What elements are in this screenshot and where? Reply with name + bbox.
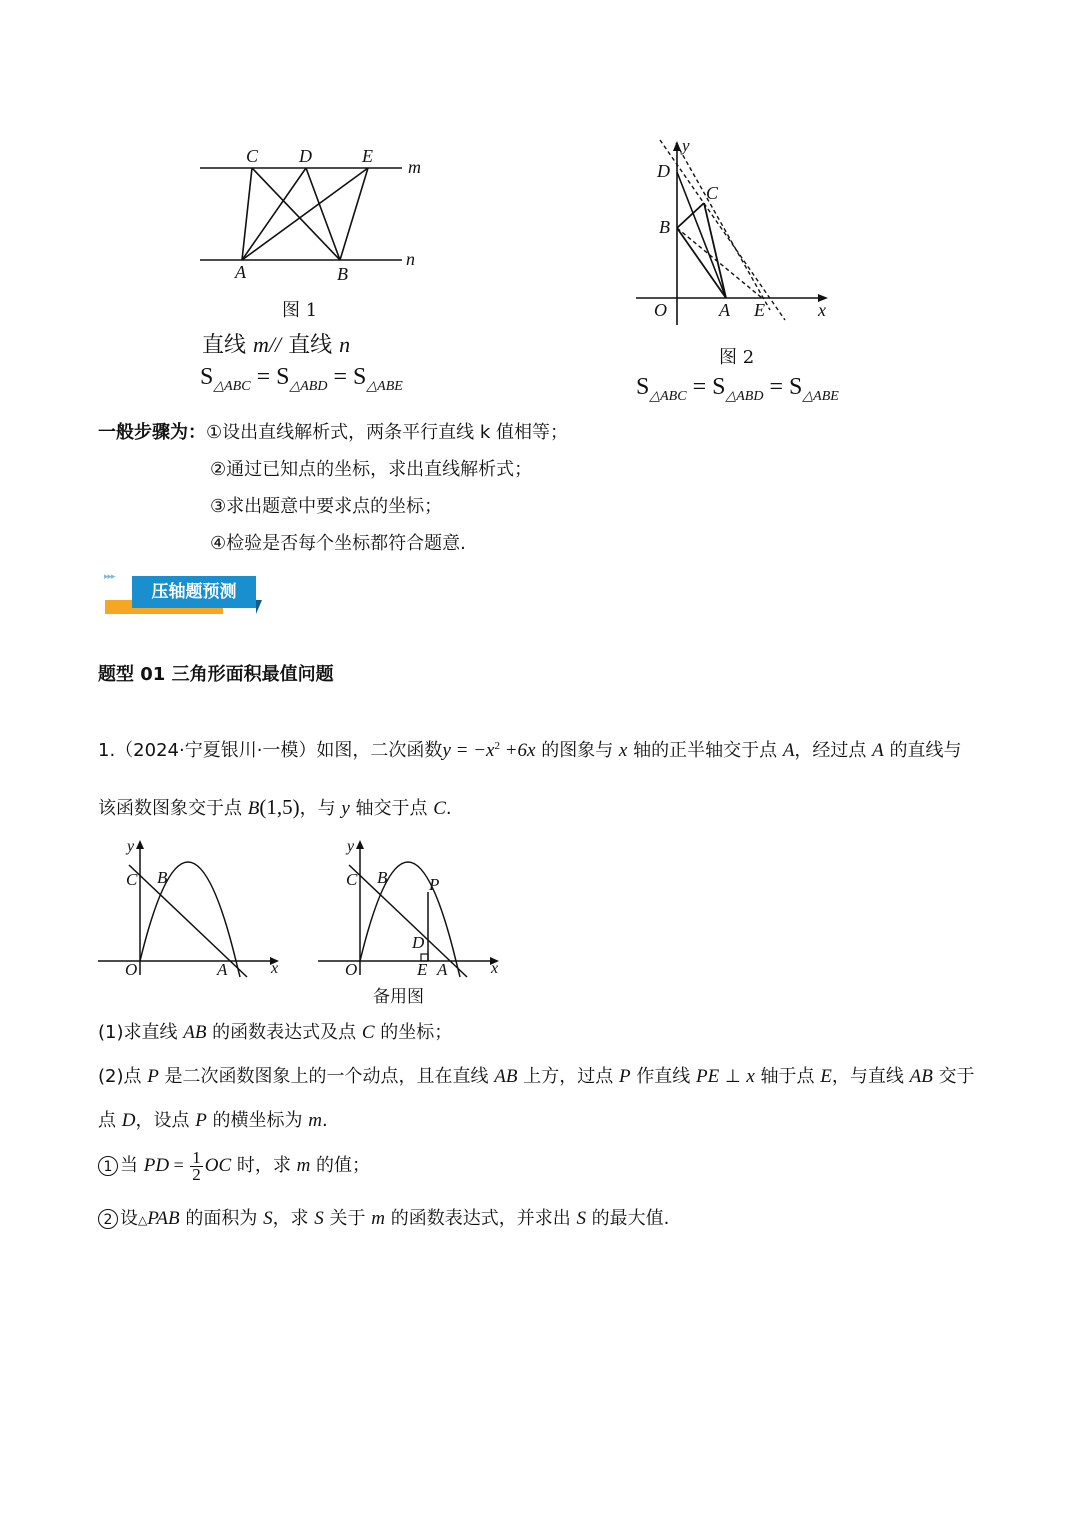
steps-heading: 一般步骤为：	[98, 422, 206, 443]
label-a: A	[217, 960, 228, 979]
parallel-m: m	[253, 332, 269, 357]
figure-1-area-formula: $S_{\triangle ABC} = S_{\triangle ABD} = S_{\triangle ABE}$	[200, 364, 403, 394]
label-c: C	[246, 146, 259, 166]
label-n: n	[406, 249, 415, 269]
parallel-text-1: 直线	[202, 333, 247, 358]
label-o: O	[345, 960, 358, 979]
section-banner	[100, 570, 262, 618]
label-d: D	[657, 161, 670, 181]
figure-2-caption: 图 2	[719, 347, 755, 368]
label-c: C	[706, 183, 719, 203]
label-e: E	[754, 300, 765, 320]
label-e: E	[362, 146, 373, 166]
label-x: x	[818, 300, 826, 320]
sub-question-2: 2 设△PAB 的面积为 S，求 S 关于 m 的函数表达式，并求出 S 的最大值.	[98, 1204, 669, 1230]
label-a: A	[437, 960, 448, 979]
label-a: A	[719, 300, 730, 320]
step-4: ④检验是否每个坐标都符合题意.	[210, 533, 466, 554]
parallel-symbol: //	[268, 332, 282, 357]
label-c: C	[346, 870, 358, 889]
parabola-graph-1	[95, 835, 295, 985]
segment-ae	[242, 168, 368, 260]
label-b: B	[337, 264, 348, 284]
step-2: ②通过已知点的坐标，求出直线解析式；	[210, 459, 533, 480]
line-ab	[349, 865, 467, 977]
label-y: y	[127, 838, 135, 855]
problem-line-1: 1.（2024·宁夏银川·一模）如图，二次函数$y = -x^2 +6x$ 的图象与 x 轴的正半轴交于点 A，经过点 A 的直线与	[98, 740, 962, 761]
fraction-one-half: $\frac{1}{2}$	[192, 1147, 201, 1184]
label-o: O	[125, 960, 138, 979]
banner-shadow	[256, 600, 262, 614]
label-c: C	[126, 870, 138, 889]
figure-2-diagram	[630, 135, 840, 335]
label-p: P	[429, 875, 440, 894]
parallel-n: n	[339, 332, 351, 357]
section-title: 题型 01 三角形面积最值问题	[98, 664, 334, 685]
segment-be	[340, 168, 368, 260]
segment-ac	[242, 168, 252, 260]
banner-arrows: ▸▸▸	[104, 572, 115, 582]
step-1: ①设出直线解析式，两条平行直线 k 值相等；	[206, 422, 569, 443]
graph-2-caption: 备用图	[373, 987, 424, 1007]
label-b: B	[157, 868, 168, 887]
label-x: x	[491, 960, 499, 977]
problem-line-2: 该函数图象交于点 B(1,5)，与 y 轴交于点 C.	[98, 795, 452, 819]
parabola-graph-2	[315, 835, 515, 985]
step-3: ③求出题意中要求点的坐标；	[210, 496, 443, 517]
question-1: (1)求直线 AB 的函数表达式及点 C 的坐标；	[98, 1022, 453, 1043]
y-axis-arrow	[136, 840, 144, 849]
sub-question-1: 1 当 PD = $\frac{1}{2}$ OC 时，求 m 的值；	[98, 1142, 370, 1189]
label-d: D	[412, 933, 425, 952]
line-ab	[129, 865, 247, 977]
question-2-line-2: 点 D，设点 P 的横坐标为 m.	[98, 1110, 328, 1131]
figure-1-diagram	[190, 135, 440, 295]
label-e: E	[417, 960, 428, 979]
y-axis-arrow	[356, 840, 364, 849]
segment-bd	[306, 168, 340, 260]
circled-number-1: 1	[98, 1156, 118, 1176]
figure-2-area-formula: $S_{\triangle ABC} = S_{\triangle ABD} = S_{\triangle ABE}$	[636, 374, 839, 404]
label-y: y	[347, 838, 355, 855]
label-x: x	[271, 960, 279, 977]
label-b: B	[377, 868, 388, 887]
segment-da	[677, 172, 726, 298]
question-2-line-1: (2)点 P 是二次函数图象上的一个动点，且在直线 AB 上方，过点 P 作直线 PE ⊥ x 轴于点 E，与直线 AB 交于	[98, 1066, 975, 1087]
label-a: A	[235, 262, 246, 282]
banner-blue-box: 压轴题预测	[132, 576, 256, 608]
parallel-statement	[202, 328, 350, 359]
steps-block	[98, 418, 568, 444]
label-b: B	[659, 217, 670, 237]
figure-1-caption: 图 1	[282, 300, 318, 321]
label-d: D	[299, 146, 312, 166]
circled-number-2: 2	[98, 1209, 118, 1229]
label-m: m	[408, 157, 421, 177]
parallel-text-2: 直线	[288, 333, 333, 358]
label-y: y	[682, 136, 690, 155]
label-o: O	[654, 300, 667, 320]
